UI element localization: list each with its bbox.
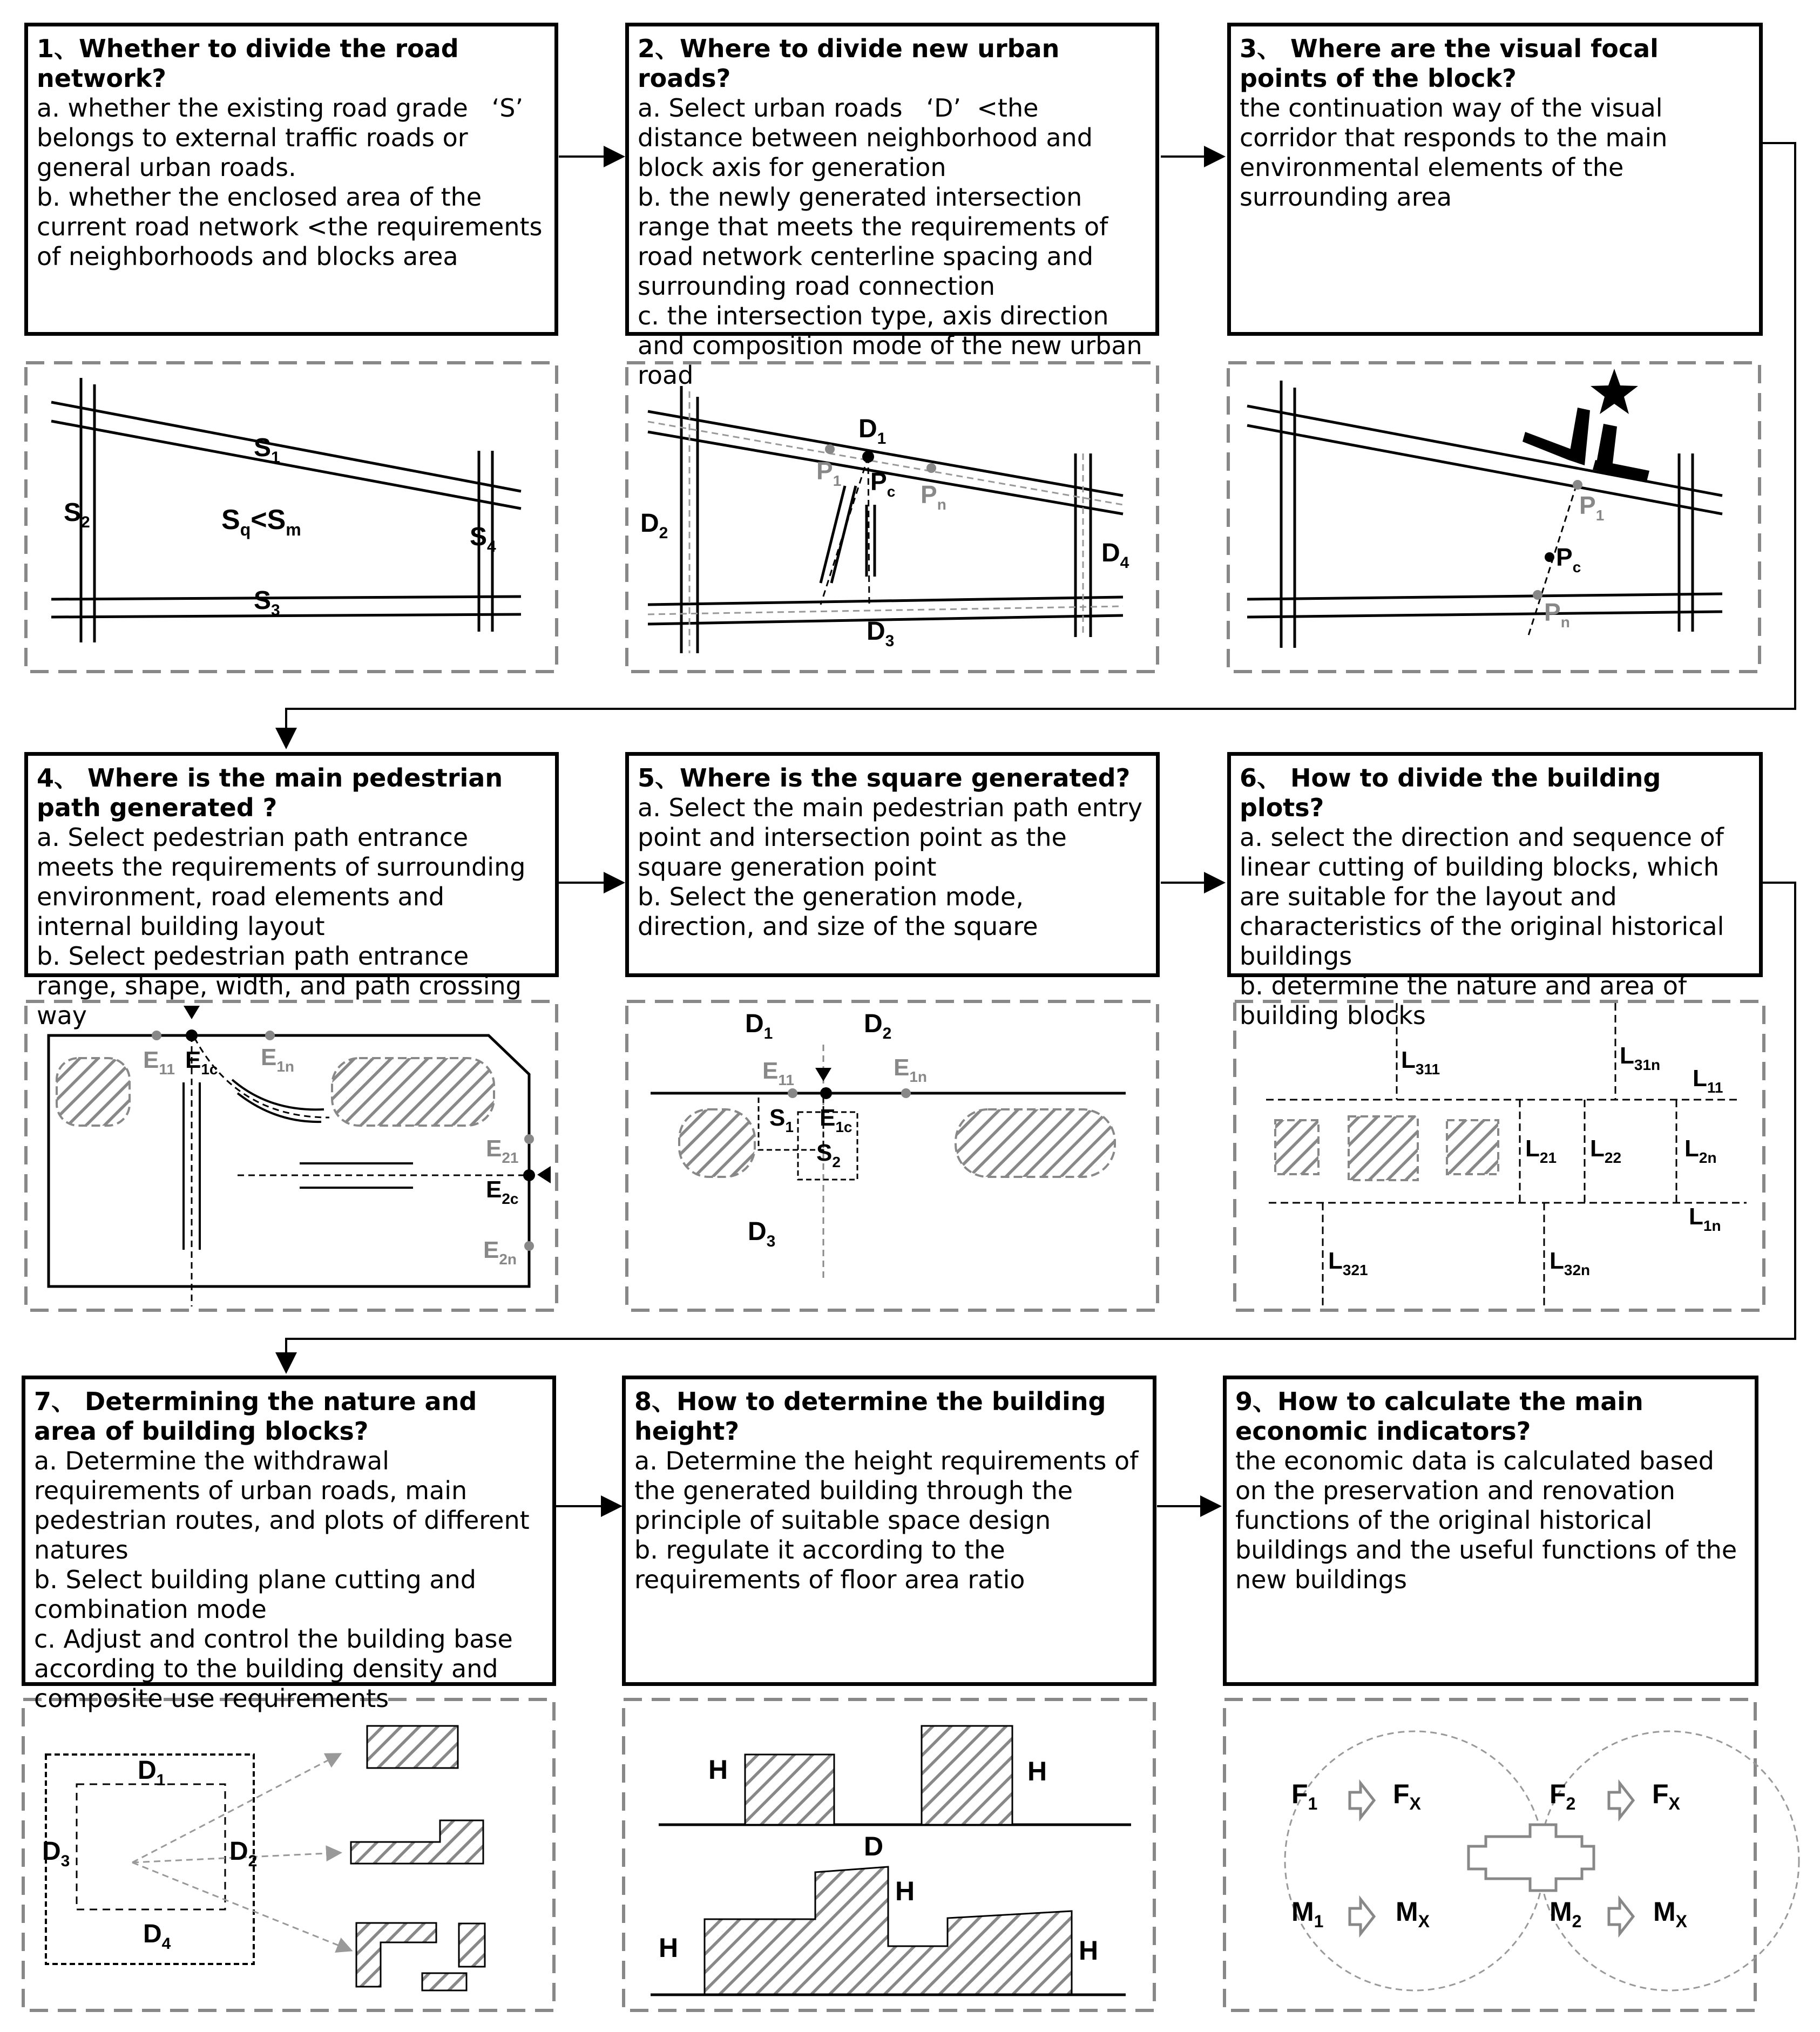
label-e11: $E_{11}$ (143, 1047, 175, 1078)
label-h: H (1027, 1756, 1047, 1786)
label-pn: $P_n$ (921, 480, 946, 513)
label-e1c: $E_{1c}$ (820, 1105, 853, 1135)
step-2-line-c: c. the intersection type, axis direction and composition mode of the new urban road (638, 301, 1142, 390)
building-blocks-diagram (46, 1726, 485, 1990)
label-l2n: $L_{2n}$ (1684, 1135, 1717, 1166)
step-2-box (625, 23, 1159, 390)
step-4-line-b: b. Select pedestrian path entrance range, shape, width, and path crossing way (37, 942, 522, 1030)
label-m2: $M_2$ (1550, 1896, 1582, 1931)
label-p1: $P_1$ (816, 457, 842, 489)
step-3-box (1227, 23, 1763, 336)
road-network-diagram (51, 378, 521, 642)
label-l31n: $L_{31n}$ (1620, 1042, 1661, 1073)
label-d2: $D_2$ (640, 509, 668, 542)
label-d3: $D_3$ (867, 617, 895, 650)
label-e2c: $E_{2c}$ (486, 1176, 519, 1207)
connector-cross-icon (1469, 1825, 1594, 1891)
label-e1c: $E_{1c}$ (185, 1047, 218, 1078)
step-9-box (1223, 1376, 1758, 1686)
visual-focal-diagram (1247, 369, 1722, 648)
label-pn: $P_n$ (1544, 598, 1570, 631)
step-7-line-b: b. Select building plane cutting and combination mode (34, 1565, 476, 1624)
step-5-line-a: a. Select the main pedestrian path entry point and intersection point as the square generation point (638, 793, 1143, 882)
step-4-line-a: a. Select pedestrian path entrance meets the requirements of surrounding environment, road elements and internal building layout (37, 823, 526, 941)
step-9-line-a: the economic data is calculated based on the preservation and renovation functions of the original historical buildings and the useful functions of the new buildings (1235, 1446, 1737, 1594)
label-fx: $F_X$ (1652, 1779, 1680, 1813)
label-l311: $L_{311}$ (1401, 1047, 1440, 1078)
step-6-line-a: a. select the direction and sequence of linear cutting of building blocks, which are suitable for the layout and characteristics of the original historical buildings (1240, 823, 1724, 971)
label-l321: $L_{321}$ (1328, 1248, 1368, 1278)
label-h: H (659, 1933, 679, 1963)
step-5-line-b: b. Select the generation mode, direction, and size of the square (638, 882, 1038, 941)
label-d1: $D_1$ (745, 1010, 773, 1042)
step-8-title: 8、How to determine the building height? (634, 1387, 1106, 1446)
step-3-title: 3、 Where are the visual focal points of the block? (1240, 34, 1659, 93)
step-7-box (22, 1376, 556, 1713)
label-f1: $F_1$ (1291, 1779, 1318, 1813)
step-4-box (24, 752, 559, 1030)
label-sq-lt-sm: $S_q<S_m$ (221, 504, 301, 539)
label-d4: $D_4$ (143, 1920, 171, 1953)
label-d1: $D_1$ (858, 415, 887, 448)
diagram-frames (23, 363, 1764, 2010)
label-s4: $S_4$ (470, 523, 496, 556)
label-l11: $L_{11}$ (1693, 1065, 1723, 1096)
label-d3: $D_3$ (42, 1837, 70, 1870)
label-s3: $S_3$ (254, 586, 280, 619)
label-mx: $M_X$ (1653, 1896, 1687, 1931)
label-e21: $E_{21}$ (486, 1135, 519, 1166)
step-6-box (1227, 752, 1763, 1030)
step-7-line-a: a. Determine the withdrawal requirements of urban roads, main pedestrian routes, and plots of different natures (34, 1446, 530, 1564)
label-l21: $L_{21}$ (1525, 1135, 1557, 1166)
step-1-line-b: b. whether the enclosed area of the current road network <the requirements of neighborhoods and blocks area (37, 182, 543, 271)
label-d2: $D_2$ (229, 1837, 258, 1870)
label-l1n: $L_{1n}$ (1689, 1203, 1721, 1234)
label-e1n: $E_{1n}$ (894, 1054, 928, 1085)
label-pc: $P_c$ (870, 468, 896, 500)
label-d1: $D_1$ (138, 1756, 166, 1789)
step-2-line-a: a. Select urban roads ‘D’ <the distance between neighborhood and block axis for generation (638, 93, 1093, 182)
label-e11: $E_{11}$ (762, 1058, 794, 1088)
step-6-title: 6、 How to divide the building plots? (1240, 763, 1661, 822)
economic-diagram (1285, 1731, 1799, 1990)
step-8-line-a: a. Determine the height requirements of the generated building through the principle of suitable space design (634, 1446, 1139, 1535)
label-e1n: $E_{1n}$ (261, 1044, 295, 1075)
label-e2n: $E_{2n}$ (483, 1237, 517, 1268)
label-d2: $D_2$ (864, 1010, 892, 1042)
new-roads-diagram (648, 386, 1123, 653)
label-s1: $S_1$ (254, 434, 280, 466)
label-p1: $P_1$ (1579, 491, 1605, 524)
label-d: D (864, 1831, 884, 1861)
step-8-line-b: b. regulate it according to the requirements of floor area ratio (634, 1535, 1025, 1594)
step-6-line-b: b. determine the nature and area of building blocks (1240, 971, 1687, 1030)
step-2-line-b: b. the newly generated intersection range that meets the requirements of road network centerline spacing and surrounding road connection (638, 182, 1108, 301)
step-1-line-a: a. whether the existing road grade ‘S’ belongs to external traffic roads or general urban roads. (37, 93, 524, 182)
label-s1: $S_1$ (769, 1105, 794, 1135)
step-7-title: 7、 Determining the nature and area of building blocks? (34, 1387, 477, 1446)
step-8-box (622, 1376, 1156, 1686)
step-2-title: 2、Where to divide new urban roads? (638, 34, 1060, 93)
step-4-title: 4、 Where is the main pedestrian path generated ? (37, 763, 503, 822)
label-m1: $M_1$ (1291, 1896, 1324, 1931)
label-h: H (708, 1755, 728, 1785)
label-l22: $L_{22}$ (1590, 1135, 1622, 1166)
label-h: H (895, 1876, 915, 1906)
label-f2: $F_2$ (1550, 1779, 1576, 1813)
label-d4: $D_4$ (1101, 539, 1129, 572)
label-mx: $M_X$ (1396, 1896, 1430, 1931)
label-s2: $S_2$ (816, 1140, 841, 1170)
label-l32n: $L_{32n}$ (1550, 1248, 1591, 1278)
star-icon (1591, 369, 1638, 414)
label-h: H (1079, 1935, 1099, 1966)
label-pc: $P_c$ (1556, 543, 1581, 575)
label-d3: $D_3$ (748, 1217, 776, 1250)
step-9-title: 9、How to calculate the main economic indicators? (1235, 1387, 1643, 1446)
step-5-box (625, 752, 1160, 977)
diagram-labels (42, 415, 1723, 1966)
step-1-title: 1、Whether to divide the road network? (37, 34, 459, 93)
step-1-box (24, 23, 558, 336)
step-5-title: 5、Where is the square generated? (638, 763, 1131, 793)
label-s2: $S_2$ (64, 498, 90, 531)
pedestrian-path-diagram (49, 1006, 551, 1306)
label-fx: $F_X$ (1393, 1779, 1421, 1813)
square-generation-diagram (651, 1045, 1126, 1279)
step-7-line-c: c. Adjust and control the building base according to the building density and composite use requirements (34, 1624, 513, 1713)
step-3-line-a: the continuation way of the visual corridor that responds to the main environmental elements of the surrounding area (1240, 93, 1668, 212)
